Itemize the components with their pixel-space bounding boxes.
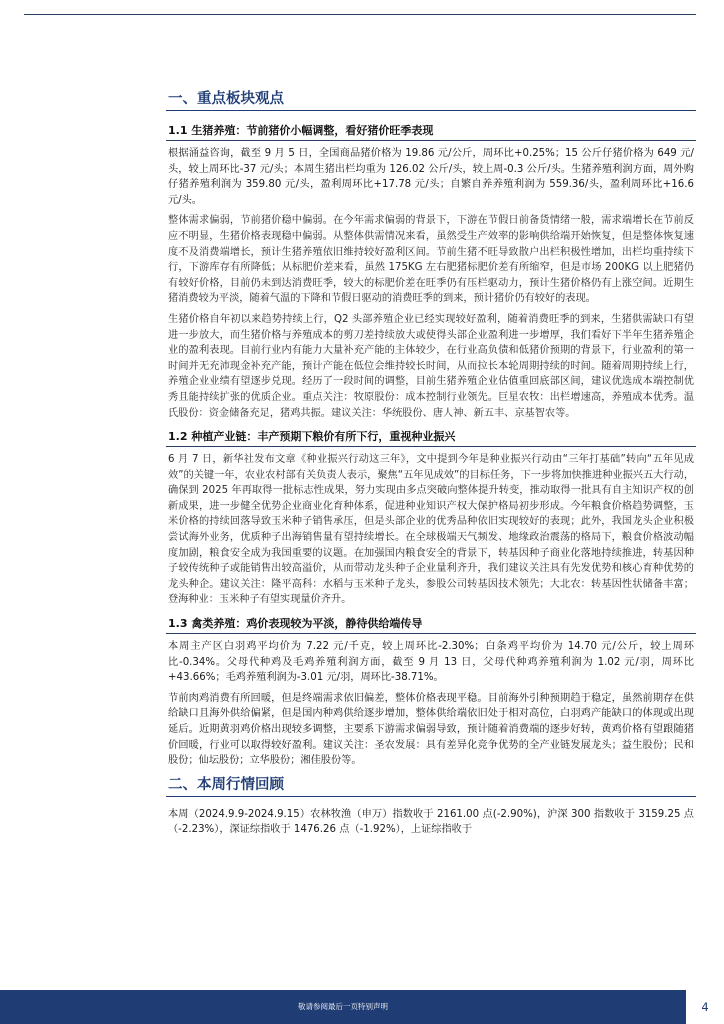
subsection-heading-hog-farming: 1.1 生猪养殖：节前猪价小幅调整，看好猪价旺季表现 — [166, 121, 696, 141]
paragraph-poultry-prices: 本周主产区白羽鸡平均价为 7.22 元/千克，较上周环比-2.30%；白条鸡平均价为 14.70 元/公斤，较上周环比-0.34%。父母代种鸡及毛鸡养殖利润方面，截至 9 月 13 日，父母代种鸡养殖利润为 1.02 元/羽，周环比+43.66%；毛鸡养殖利润为-3.01 元/羽，周环比-38.71%。 — [168, 641, 694, 684]
paragraph-hog-prices: 根据涌益咨询，截至 9 月 5 日，全国商品猪价格为 19.86 元/公斤，周环比+0.25%；15 公斤仔猪价格为 649 元/头，较上周环比-37 元/头；本周生猪出栏均重为 126.02 公斤/头，较上周-0.3 公斤/头。生猪养殖利润方面，周外购仔猪养殖利润为 359.80 元/头，盈利周环比+17.78 元/头；自繁自养养殖利润为 559.36/头，盈利周环比+16.6 元/头。 — [168, 148, 694, 206]
header-rule — [24, 14, 696, 15]
footer-disclaimer: 敬请参阅最后一页特别声明 — [298, 1002, 388, 1011]
paragraph-market-review: 本周（2024.9.9-2024.9.15）农林牧渔（申万）指数收于 2161.00 点(-2.90%)，沪深 300 指数收于 3159.25 点（-2.23%），深证综指收于 1476.26 点（-1.92%），上证综指收于 — [168, 808, 694, 836]
subsection-heading-seed-industry: 1.2 种植产业链：丰产预期下粮价有所下行，重视种业振兴 — [166, 427, 696, 447]
paragraph-hog-outlook: 生猪价格自年初以来趋势持续上行，Q2 头部养殖企业已经实现较好盈利，随着消费旺季的到来，生猪供需缺口有望进一步放大，而生猪价格与养殖成本的剪刀差持续放大或使得头部企业盈利进一步增厚，我们看好下半年生猪养殖企业的盈利表现。目前行业内有能力大量补充产能的主体较少，在行业高负债和低猪价预期的背景下，行业盈利的第一时间并无充沛现金补充产能，预计产能在低位会维持较长时间，从而拉长本轮周期持续的时间。随着周期持续上行，养殖企业业绩有望逐步兑现。经历了一段时间的调整，目前生猪养殖企业估值重回底部区间，建议优选成本端控制优秀且能持续扩张的优质企业。重点关注：牧原股份：成本控制行业领先。巨星农牧：出栏增速高，养殖成本优秀。温氏股份：资金储备充足，猪鸡共振。建议关注：华统股份、唐人神、新五丰、京基智农等。 — [168, 313, 694, 419]
section-heading-key-views: 一、重点板块观点 — [166, 88, 696, 111]
report-body — [166, 88, 696, 843]
page-number: 4 — [701, 1000, 709, 1014]
paragraph-seed-industry: 6 月 7 日，新华社发布文章《种业振兴行动这三年》，文中提到今年是种业振兴行动由“三年打基础”转向“五年见成效”的关键一年，农业农村部有关负责人表示，聚焦“五年见成效”的目标任务，下一步将加快推进种业振兴五大行动，确保到 2025 年再取得一批标志性成果，努力实现由多点突破向整体提升转变，推动取得一批具有自主知识产权的创新成果，进一步健全优势企业商业化育种体系，促进种业知识产权大保护格局初步形成。今年粮食价格趋势调整，玉米价格的持续回落导致玉米种子销售承压，但是头部企业的优秀品种依旧实现较好的表现；此外，我国龙头企业积极尝试海外业务，优质种子出海销售量有望持续增长。在全球极端天气频发、地缘政治震荡的格局下，粮食价格波动幅度加剧，粮食安全成为我国重要的议题。在加强国内粮食安全的背景下，转基因种子商业化落地持续推进，转基因种子较传统种子或能销售出较高溢价，从而带动龙头种子企业量利齐升，我们建议关注具有先发优势和核心育种优势的龙头种企。建议关注：隆平高科：水稻与玉米种子龙头，参股公司转基因技术领先；大北农：转基因性状储备丰富；登海种业：玉米种子有望实现量价齐升。 — [168, 454, 694, 606]
paragraph-poultry-outlook: 节前肉鸡消费有所回暖，但是终端需求依旧偏差，整体价格表现平稳。目前海外引种预期趋于稳定，虽然前期存在供给缺口且海外供给偏紧，但是国内种鸡供给逐步增加，整体供给端依旧处于相对高位，白羽鸡产能缺口的体现或出现延后。近期黄羽鸡价格出现较多调整，主要系下游需求偏弱导致，预计随着消费端的逐步好转，黄鸡价格有望跟随猪价回暖，行业可以取得较好盈利。建议关注：圣农发展：具有差异化竞争优势的全产业链发展龙头；益生股份；民和股份；仙坛股份；立华股份；湘佳股份等。 — [168, 692, 694, 767]
footer-bar — [0, 990, 686, 1024]
subsection-heading-poultry: 1.3 禽类养殖：鸡价表现较为平淡，静待供给端传导 — [166, 614, 696, 634]
section-heading-market-review: 二、本周行情回顾 — [166, 774, 696, 797]
paragraph-hog-demand: 整体需求偏弱，节前猪价稳中偏弱。在今年需求偏弱的背景下，下游在节假日前备货情绪一般，需求端增长在节前反应不明显，生猪价格表现稳中偏弱。从整体供需情况来看，虽然受生产效率的影响供给端开始恢复，但是整体恢复速度不及消费端增长，预计生猪养殖依旧维持较好盈利区间。节前生猪不旺导致散户出栏积极性增加，出栏均重持续下行，下游库存有所降低；从标肥价差来看，虽然 175KG 左右肥猪标肥价差有所缩窄，但是市场 200KG 以上肥猪仍有较好价格，目前仍未到达消费旺季，较大的标肥价差在旺季仍有压栏驱动力，预计生猪价格仍有上涨空间。近期生猪消费较为平淡，随着气温的下降和节假日驱动的消费旺季的到来，预计猪价仍有较好的表现。 — [168, 215, 694, 305]
